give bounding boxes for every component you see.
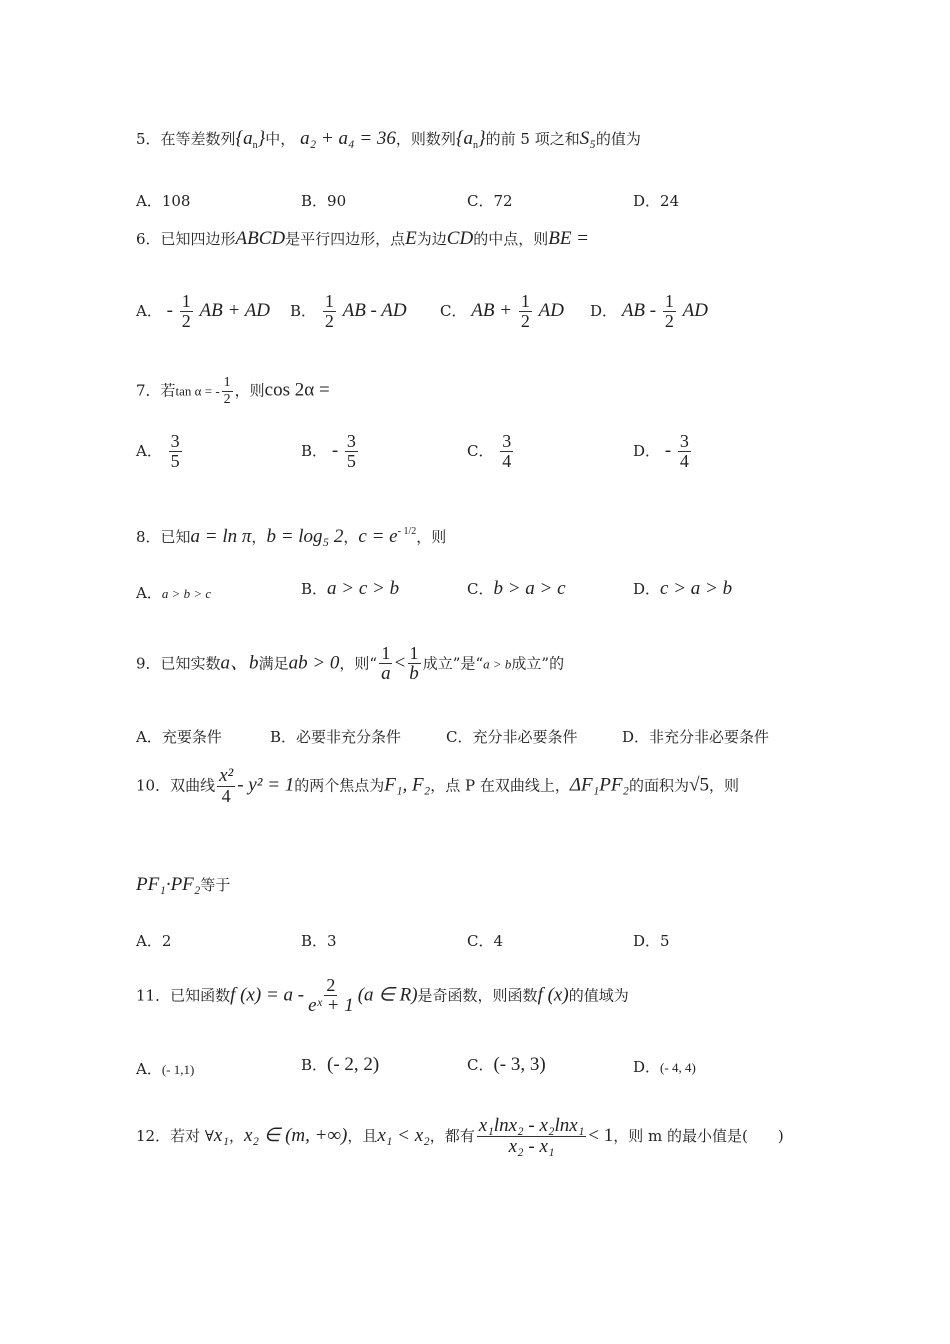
q10-text2: 的两个焦点为 xyxy=(294,776,385,795)
q5-text2: ，则数列 xyxy=(395,130,456,148)
q11-cond: (a ∈ R) xyxy=(357,984,418,1006)
q9-text2: 满足 xyxy=(258,654,289,673)
q8-text1: 8．已知 xyxy=(136,528,191,546)
q10-sqrt5: √5 xyxy=(689,774,709,796)
q12-x1: x₁ xyxy=(213,1124,229,1146)
q9-frac-a: $\frac{1}{a}$ xyxy=(381,643,391,684)
q7-option-a[interactable]: A． $\frac{3}{5}$ xyxy=(136,431,180,471)
q9-text3: ，则“ xyxy=(339,654,378,673)
q7-option-d[interactable]: D． - $\frac{3}{4}$ xyxy=(633,431,689,471)
question-6 xyxy=(136,228,830,251)
q11-text2: 是奇函数，则函数 xyxy=(417,986,538,1005)
q9-ab: a、b xyxy=(220,652,259,674)
q11-option-d[interactable]: D．(- 4, 4) xyxy=(633,1058,696,1076)
q12-x2-range: x₂ ∈ (m, +∞) xyxy=(243,1124,348,1146)
q6-a-half: $\frac{1}{2}$ xyxy=(181,291,191,331)
q9-option-c[interactable]: C．充分非必要条件 xyxy=(446,728,578,746)
question-7 xyxy=(136,376,830,407)
q9-text4: 成立”是“ xyxy=(422,654,484,673)
q6-abcd: ABCD xyxy=(235,228,286,249)
q6-text3: 为边 xyxy=(416,230,447,248)
q10-triangle: ΔF₁PF₂ xyxy=(569,774,630,796)
q6-d-half: $\frac{1}{2}$ xyxy=(664,291,674,331)
q6-text2: 是平行四边形，点 xyxy=(285,230,406,248)
q7-option-c[interactable]: C． $\frac{3}{4}$ xyxy=(467,431,512,471)
q9-option-b[interactable]: B．必要非充分条件 xyxy=(270,728,402,746)
q10-text6: 等于 xyxy=(200,876,231,894)
q5-option-a[interactable]: A．108 xyxy=(136,192,191,210)
question-11 xyxy=(136,976,830,1017)
q8-option-b[interactable]: B．a > c > b xyxy=(301,578,400,599)
q6-text4: 的中点，则 xyxy=(473,230,549,248)
q11-fx: f (x) xyxy=(537,984,569,1006)
q7-cos: cos 2α = xyxy=(264,379,330,401)
q10-dot-product: PF₁·PF₂ xyxy=(136,874,201,895)
q10-option-d[interactable]: D．5 xyxy=(633,932,670,950)
q10-text5: ，则 xyxy=(709,776,740,795)
q5-condition: a₂ + a₄ = 36 xyxy=(300,128,396,149)
q12-text3: ，都有 xyxy=(429,1126,475,1145)
q7-half: $\frac{1}{2}$ xyxy=(223,375,231,407)
q7-option-b[interactable]: B． - $\frac{3}{5}$ xyxy=(301,431,356,471)
q11-option-b[interactable]: B．(- 2, 2) xyxy=(301,1054,380,1075)
q5-text: 中， xyxy=(265,130,296,148)
q10-text1: 10．双曲线 xyxy=(136,776,216,795)
q5-sum: S₅ xyxy=(579,128,596,149)
q6-cd: CD xyxy=(446,228,474,249)
question-5 xyxy=(136,128,830,152)
q10-option-a[interactable]: A．2 xyxy=(136,932,172,950)
q6-b-half: $\frac{1}{2}$ xyxy=(324,291,334,331)
q10-rest: - y² = 1 xyxy=(237,774,295,796)
q7-text1: 7．若 xyxy=(136,381,176,400)
question-12: 12．若对 ∀x₁，x₂ ∈ (m, +∞)，且x₁ < x₂，都有 $\frac{\text{x₁lnx₂ - x₂lnx₁}}{\text{x₂ - x₁}}$ < 1，则 m 的最小值是( ) xyxy=(136,1115,784,1157)
q11-frac: $\frac{2}{\text{eˣ + 1}}$ xyxy=(308,975,354,1016)
q5-text4: 的值为 xyxy=(595,130,641,148)
q5-option-c[interactable]: C．72 xyxy=(467,192,513,210)
q12-lt1: < 1 xyxy=(588,1124,614,1146)
q9-cond: ab > 0 xyxy=(288,652,340,674)
q8-option-a[interactable]: A．a > b > c xyxy=(136,584,212,602)
q5-number: 5．在等差数列 xyxy=(136,130,236,148)
q8-text2: ，则 xyxy=(416,528,447,546)
q6-c-half: $\frac{1}{2}$ xyxy=(520,291,530,331)
question-10-line2 xyxy=(136,874,830,897)
q6-option-d[interactable]: D． AB - $\frac{1}{2}$ AD xyxy=(590,291,708,331)
q10-foci: F₁, F₂ xyxy=(384,774,431,796)
q12-frac: $\frac{\text{x₁lnx₂ - x₂lnx₁}}{\text{x₂ - x₁}}$ xyxy=(478,1115,585,1157)
q8-b: b = log₅ 2 xyxy=(266,526,344,547)
q12-text4: ，则 m 的最小值是( ) xyxy=(613,1126,784,1145)
q8-a: a = ln π xyxy=(190,526,252,547)
q5-text3: 的前 5 项之和 xyxy=(485,130,580,148)
q11-text3: 的值域为 xyxy=(568,986,629,1005)
q11-func: f (x) = a - xyxy=(230,984,305,1006)
q6-be: BE = xyxy=(548,228,590,249)
q5-sequence: $\{a_n\}$ xyxy=(235,128,266,151)
q6-point-e: E xyxy=(405,228,417,249)
q9-text5: 成立”的 xyxy=(511,654,565,673)
q6-option-b[interactable]: B． $\frac{1}{2}$ AB - AD xyxy=(290,291,407,331)
q12-ineq: x₁ < x₂ xyxy=(377,1124,430,1146)
q8-option-d[interactable]: D．c > a > b xyxy=(633,578,733,599)
q5-sequence2: $\{a_n\}$ xyxy=(455,128,486,151)
q8-option-c[interactable]: C．b > a > c xyxy=(467,578,566,599)
q8-c: $c = e^{- 1/2}$ xyxy=(358,526,417,547)
q7-text2: ，则 xyxy=(234,381,265,400)
q10-option-b[interactable]: B．3 xyxy=(301,932,337,950)
q11-text1: 11．已知函数 xyxy=(136,986,231,1005)
q10-option-c[interactable]: C．4 xyxy=(467,932,504,950)
q6-option-a[interactable]: A． - $\frac{1}{2}$ AB + AD xyxy=(136,291,271,331)
question-8: 8．已知a = ln π，b = log₅ 2，$c = e^{- 1/2}$，则 xyxy=(136,526,447,547)
q12-text1: 12．若对 ∀ xyxy=(136,1126,214,1145)
q9-option-d[interactable]: D．非充分非必要条件 xyxy=(622,728,770,746)
q5-option-d[interactable]: D．24 xyxy=(633,192,680,210)
q6-a-minus: - xyxy=(166,299,173,321)
q5-option-b[interactable]: B．90 xyxy=(301,192,347,210)
q6-text1: 6．已知四边形 xyxy=(136,230,236,248)
q11-option-a[interactable]: A．(- 1,1) xyxy=(136,1060,195,1078)
question-10 xyxy=(136,766,830,807)
q9-option-a[interactable]: A．充要条件 xyxy=(136,728,222,746)
q9-text1: 9．已知实数 xyxy=(136,654,221,673)
question-9: 9．已知实数a、b满足ab > 0，则“ $\frac{1}{a}$ < $\frac{1}{b}$ 成立”是“a > b成立”的 xyxy=(136,643,565,684)
q10-frac: $\frac{\text{x²}}{4}$ xyxy=(219,765,234,806)
q9-frac-b: $\frac{1}{b}$ xyxy=(409,643,419,684)
q10-text4: 的面积为 xyxy=(629,776,690,795)
q9-agtb: a > b xyxy=(483,656,512,672)
q10-text3: ，点 P 在双曲线上， xyxy=(430,776,570,795)
q12-text2: ，且 xyxy=(347,1126,378,1145)
q7-tan: tan α = - xyxy=(175,383,220,399)
q6-option-c[interactable]: C． AB + $\frac{1}{2}$ AD xyxy=(440,291,564,331)
q11-option-c[interactable]: C．(- 3, 3) xyxy=(467,1054,546,1075)
